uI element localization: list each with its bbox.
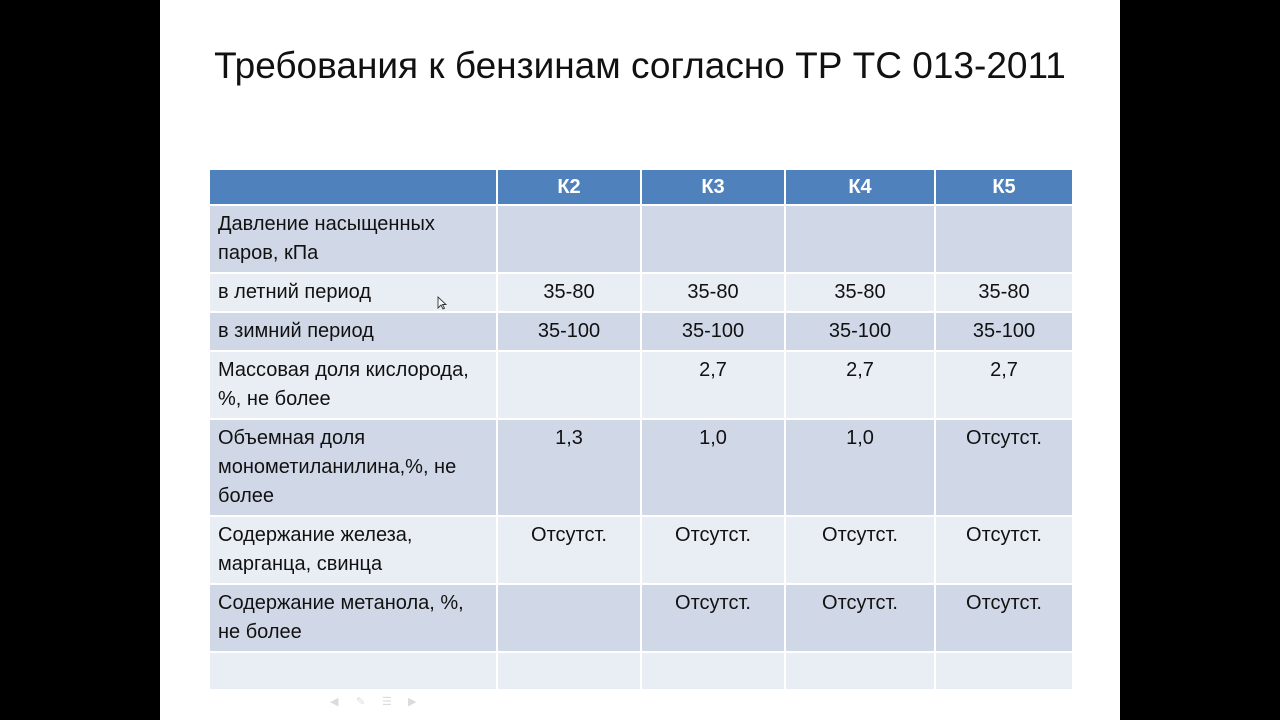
row-label: в зимний период (209, 312, 497, 351)
cell-k3 (641, 205, 785, 273)
cell-k2: Отсутст. (497, 516, 641, 584)
slide (160, 0, 1120, 720)
cell-k2 (497, 205, 641, 273)
cell-k4 (785, 205, 935, 273)
table-row (209, 584, 1073, 652)
row-label (209, 652, 497, 690)
cell-k3: Отсутст. (641, 584, 785, 652)
cell-k4: 1,0 (785, 419, 935, 516)
cell-k2: 1,3 (497, 419, 641, 516)
prev-slide-icon[interactable]: ◀ (330, 696, 339, 708)
cell-k4: 35-80 (785, 273, 935, 312)
mouse-cursor-icon (437, 296, 447, 310)
cell-k5: 2,7 (935, 351, 1073, 419)
cell-k2 (497, 652, 641, 690)
row-label: Содержание железа, марганца, свинца (209, 516, 497, 584)
header-cell-empty (209, 169, 497, 205)
requirements-table (208, 168, 1074, 691)
menu-icon[interactable]: ☰ (382, 696, 392, 708)
header-cell-k2: К2 (497, 169, 641, 205)
header-cell-k4: К4 (785, 169, 935, 205)
cell-k5: Отсутст. (935, 419, 1073, 516)
cell-k3: 1,0 (641, 419, 785, 516)
cell-k5: 35-100 (935, 312, 1073, 351)
table-row (209, 351, 1073, 419)
cell-k3: Отсутст. (641, 516, 785, 584)
header-cell-k5: К5 (935, 169, 1073, 205)
cell-k2 (497, 584, 641, 652)
cell-k5 (935, 205, 1073, 273)
table-row (209, 652, 1073, 690)
pen-icon[interactable]: ✎ (356, 696, 366, 708)
table-row (209, 419, 1073, 516)
cell-k5 (935, 652, 1073, 690)
cell-k4: 2,7 (785, 351, 935, 419)
cell-k4: Отсутст. (785, 584, 935, 652)
header-cell-k3: К3 (641, 169, 785, 205)
table-row (209, 273, 1073, 312)
cell-k5: Отсутст. (935, 516, 1073, 584)
row-label: Содержание метанола, %, не более (209, 584, 497, 652)
cell-k3: 2,7 (641, 351, 785, 419)
cell-k4: 35-100 (785, 312, 935, 351)
table-row (209, 205, 1073, 273)
cell-k2: 35-100 (497, 312, 641, 351)
row-label: Давление насыщенных паров, кПа (209, 205, 497, 273)
table-row (209, 312, 1073, 351)
next-slide-icon[interactable]: ▶ (408, 696, 417, 708)
slide-title: Требования к бензинам согласно ТР ТС 013-2011 (214, 45, 1066, 86)
slide-navigation (330, 697, 420, 707)
cell-k5: 35-80 (935, 273, 1073, 312)
row-label: Объемная доля монометиланилина,%, не более (209, 419, 497, 516)
table-header-row (209, 169, 1073, 205)
cell-k3: 35-80 (641, 273, 785, 312)
cell-k3: 35-100 (641, 312, 785, 351)
cell-k5: Отсутст. (935, 584, 1073, 652)
row-label: в летний период (209, 273, 497, 312)
cell-k4 (785, 652, 935, 690)
table-row (209, 516, 1073, 584)
cell-k2: 35-80 (497, 273, 641, 312)
cell-k3 (641, 652, 785, 690)
row-label: Массовая доля кислорода, %, не более (209, 351, 497, 419)
cell-k2 (497, 351, 641, 419)
cell-k4: Отсутст. (785, 516, 935, 584)
